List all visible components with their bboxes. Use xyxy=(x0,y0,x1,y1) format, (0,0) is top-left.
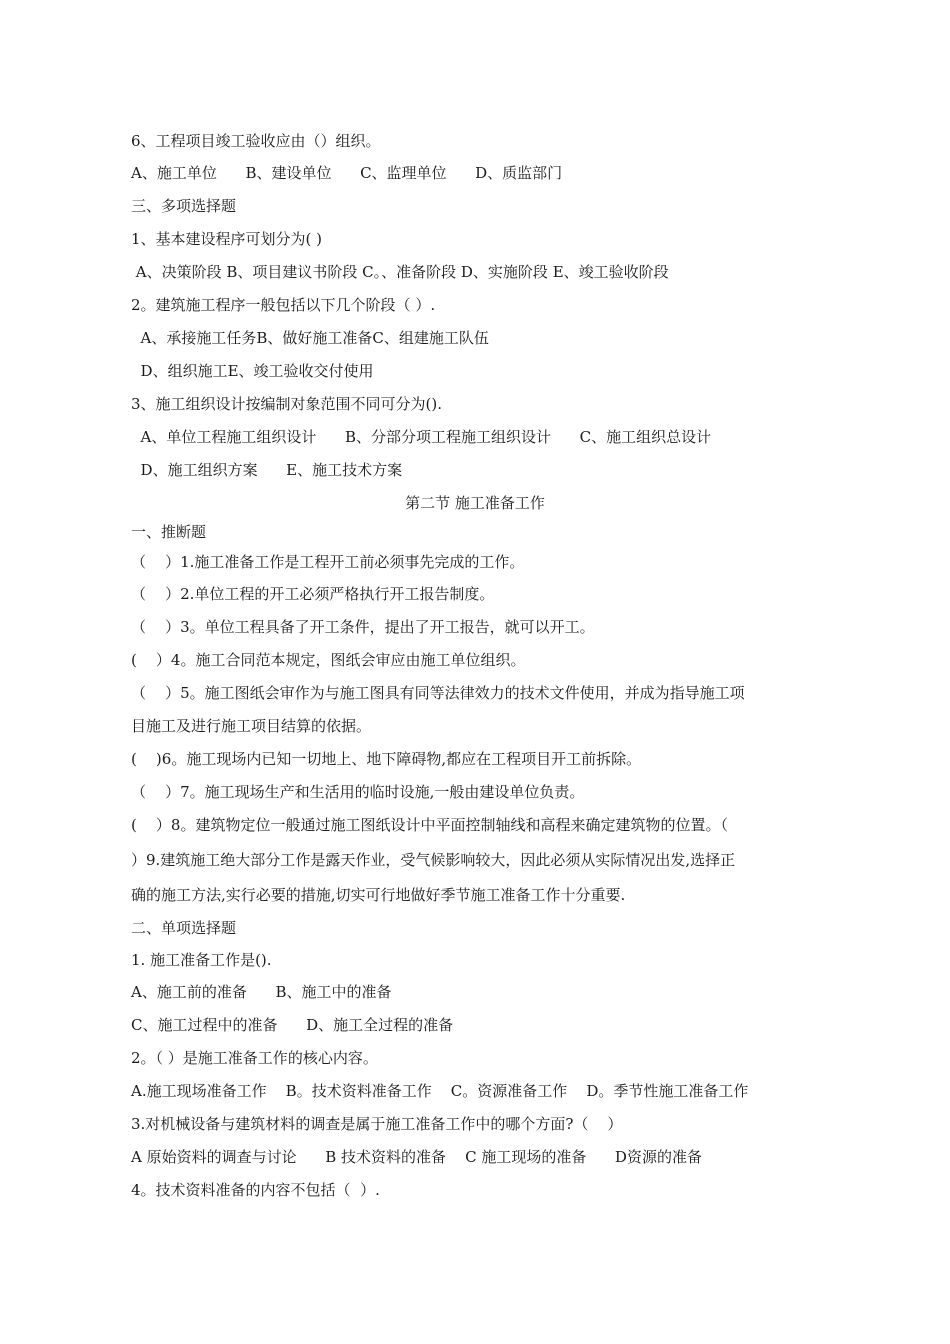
judgment-5-continued: 目施工及进行施工项目结算的依据。 xyxy=(131,717,372,735)
single-question-1-options-a: A、施工前的准备 B、施工中的准备 xyxy=(131,983,392,1001)
judgment-7: （ ）7。施工现场生产和生活用的临时设施,一般由建设单位负责。 xyxy=(131,783,585,801)
question-2-options-b: D、组织施工E、竣工验收交付使用 xyxy=(131,362,374,380)
judgment-4: ( ）4。施工合同范本规定，图纸会审应由施工单位组织。 xyxy=(131,651,526,669)
section-heading-single-choice: 二、单项选择题 xyxy=(131,919,237,937)
question-2: 2。建筑施工程序一般包括以下几个阶段（ ）. xyxy=(131,296,436,314)
judgment-6: ( )6。施工现场内已知一切地上、地下障碍物,都应在工程项目开工前拆除。 xyxy=(131,750,642,768)
judgment-9-continued: 确的施工方法,实行必要的措施,切实可行地做好季节施工准备工作十分重要. xyxy=(131,886,626,904)
single-question-4: 4。技术资料准备的内容不包括（ ）. xyxy=(131,1181,380,1199)
single-question-3: 3.对机械设备与建筑材料的调查是属于施工准备工作中的哪个方面?（ ） xyxy=(131,1115,623,1133)
question-3: 3、施工组织设计按编制对象范围不同可分为(). xyxy=(131,395,443,413)
question-6: 6、工程项目竣工验收应由（）组织。 xyxy=(131,132,381,150)
question-2-options-a: A、承接施工任务B、做好施工准备C、组建施工队伍 xyxy=(131,329,489,347)
single-question-2: 2。（ ）是施工准备工作的核心内容。 xyxy=(131,1049,378,1067)
single-question-2-options: A.施工现场准备工作 B。技术资料准备工作 C。资源准备工作 D。季节性施工准备工作 xyxy=(131,1082,749,1100)
section-title: 第二节 施工准备工作 xyxy=(405,494,545,512)
single-question-1-options-b: C、施工过程中的准备 D、施工全过程的准备 xyxy=(131,1016,454,1034)
section-heading-multiple-choice: 三、多项选择题 xyxy=(131,197,237,215)
judgment-5: （ ）5。施工图纸会审作为与施工图具有同等法律效力的技术文件使用，并成为指导施工项 xyxy=(131,684,745,702)
judgment-3: （ ）3。单位工程具备了开工条件，提出了开工报告，就可以开工。 xyxy=(131,618,595,636)
question-3-options-b: D、施工组织方案 E、施工技术方案 xyxy=(131,461,403,479)
question-3-options-a: A、单位工程施工组织设计 B、分部分项工程施工组织设计 C、施工组织总设计 xyxy=(131,428,712,446)
judgment-8: ( ）8。建筑物定位一般通过施工图纸设计中平面控制轴线和高程来确定建筑物的位置。（ xyxy=(131,816,728,834)
question-6-options: A、施工单位 B、建设单位 C、监理单位 D、质监部门 xyxy=(131,164,563,182)
single-question-3-options: A 原始资料的调查与讨论 B 技术资料的准备 C 施工现场的准备 D资源的准备 xyxy=(131,1148,702,1166)
judgment-2: （ ）2.单位工程的开工必须严格执行开工报告制度。 xyxy=(131,585,495,603)
judgment-1: （ ）1.施工准备工作是工程开工前必须事先完成的工作。 xyxy=(131,553,525,571)
section-heading-judgment: 一、推断题 xyxy=(131,523,207,541)
question-1: 1、基本建设程序可划分为( ) xyxy=(131,230,323,248)
judgment-9: ）9.建筑施工绝大部分工作是露天作业，受气候影响较大，因此必须从实际情况出发,选择正 xyxy=(131,851,736,869)
single-question-1: 1. 施工准备工作是(). xyxy=(131,951,272,969)
question-1-options: A、决策阶段 B、项目建议书阶段 C。、准备阶段 D、实施阶段 E、竣工验收阶段 xyxy=(131,263,669,281)
